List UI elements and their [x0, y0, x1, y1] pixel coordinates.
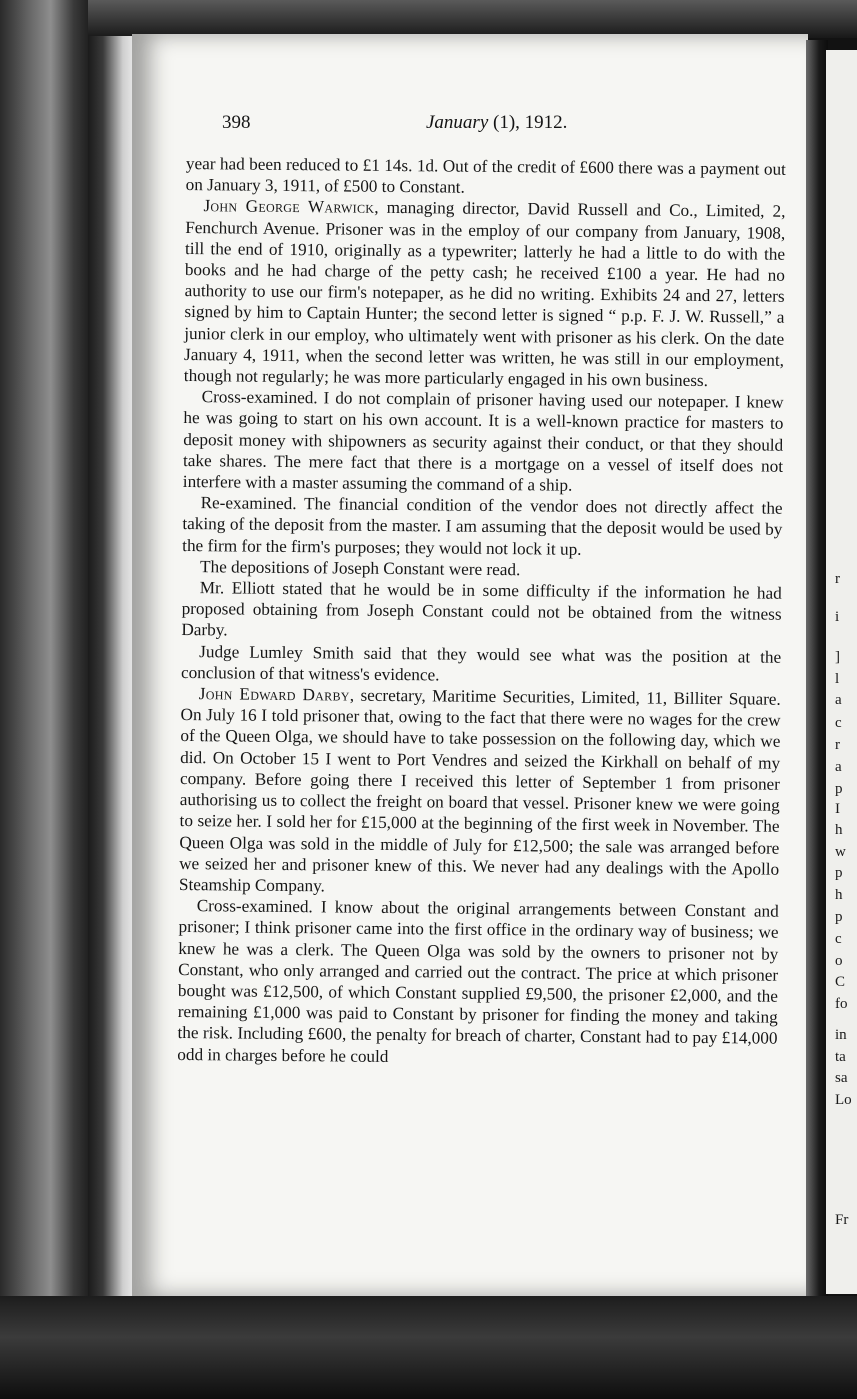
page-number: 398: [222, 112, 251, 133]
next-page-fragment: h: [835, 822, 843, 838]
next-page-fragment: C: [835, 974, 846, 990]
next-page-fragment: fo: [835, 996, 848, 1012]
facing-page-edge: [0, 0, 92, 1399]
next-page-fragment: sa: [835, 1070, 848, 1086]
paragraph-judge: Judge Lumley Smith said that they would see what was the position at the conclusion of that witness's evidence.: [180, 641, 782, 685]
next-page-fragment: c: [835, 931, 842, 947]
next-page-fragment: I: [835, 801, 840, 817]
next-page-fragment: Lo: [835, 1092, 852, 1108]
top-scan-shadow: [88, 0, 857, 38]
next-page-fragment: l: [835, 671, 840, 687]
next-page-edge: [826, 50, 857, 1294]
next-page-fragment: p: [835, 781, 843, 797]
book-binding-gutter: [88, 36, 138, 1298]
next-page-fragment: a: [835, 692, 842, 708]
running-title: [426, 112, 567, 134]
next-page-fragment: o: [835, 953, 843, 969]
paragraph-re-examined: Re-examined. The financial condition of the vendor does not directly affect the taking of the deposit from the master. I am assuming that the deposit would be used by the firm for the firm's purposes; they would not lock it up.: [182, 493, 783, 559]
next-page-fragment: i: [835, 609, 840, 625]
next-page-fragment: ta: [835, 1049, 846, 1065]
paragraph-darby: [179, 683, 781, 901]
paragraph-cross-examined-1: Cross-examined. I do not complain of prisoner having used our notepaper. I knew he was going to start on his own account. It is a well-known practice for masters to deposit money with shipowners as security against their conduct, or that they should take shares. The mere fact that there is a mortgage on a vessel of itself does not interfere with a master assuming the command of a ship.: [182, 387, 784, 495]
running-title-month: January: [426, 112, 489, 133]
witness-name-darby: John Edward Darby: [198, 684, 350, 705]
next-page-fragment: ]: [835, 649, 840, 665]
next-page-fragment: in: [835, 1027, 847, 1043]
body-text: [177, 153, 786, 1070]
paragraph-warwick-text: , managing director, David Russell and Co., Limited, 2, Fenchurch Avenue. Prisoner was in the employ of our company from January, 1908, till the end of 1910, originally as a typewriter; latterly he had a little to do with the books and he had charge of the petty cash; he received £100 a year. He had no authority to use our firm's notepaper, as he did no writing. Exhibits 24 and 27, letters signed by him to Captain Hunter; the second letter is signed “ p.p. F. J. W. Russell,” a junior clerk in our employ, who ultimately went with prisoner as his clerk. On the date January 4, 1911, when the second letter was written, he was still in our employment, though not regularly; he was more particularly engaged in his own business.: [183, 198, 786, 391]
bottom-scan-shadow: [0, 1296, 857, 1399]
next-page-fragment: r: [835, 571, 840, 587]
right-page-gutter: [806, 40, 828, 1298]
paragraph-1: year had been reduced to £1 14s. 1d. Out of the credit of £600 there was a payment out on January 3, 1911, of £500 to Constant.: [185, 153, 786, 197]
paragraph-depositions: The depositions of Joseph Constant were read.: [199, 557, 521, 580]
next-page-fragment: Fr: [835, 1212, 849, 1228]
next-page-fragment: c: [835, 715, 842, 731]
witness-name-warwick: John George Warwick: [203, 196, 375, 218]
next-page-fragment: r: [835, 737, 840, 753]
running-title-date: (1), 1912.: [488, 112, 568, 133]
next-page-fragment: p: [835, 909, 843, 925]
paragraph-darby-text: , secretary, Maritime Securities, Limited, 11, Billiter Square. On July 16 I told prisoner that, owing to the fact that there were no wages for the crew of the Queen Olga, we should have to take possession on the following day, which we did. On October 15 I went to Port Vendres and seized the Kirkhall on behalf of my company. Before going there I received this letter of September 1 from prisoner authorising us to collect the freight on board that vessel. Prisoner knew we were going to seize her. I sold her for £15,000 at the beginning of the first week in November. The Queen Olga was sold in the middle of July for £12,500; the sale was arranged before we seized her and prisoner knew of this. We never had any dealings with the Apollo Steamship Company.: [178, 685, 781, 896]
next-page-fragment: p: [835, 865, 843, 881]
paragraph-warwick: [184, 195, 786, 392]
running-head: [222, 112, 782, 136]
next-page-fragment: a: [835, 759, 842, 775]
paragraph-cross-examined-2: Cross-examined. I know about the original arrangements between Constant and prisoner; I think prisoner came into the first office in the ordinary way of business; we knew he was a clerk. The Queen Olga was sold by the owners to prisoner not by Constant, who only arranged and carried out the contract. The price at which prisoner bought was £12,500, of which Constant supplied £9,500, the prisoner £2,000, and the remaining £1,000 was paid to Constant by prisoner for finding the money and taking the risk. Including £600, the penalty for breach of charter, Constant had to pay £14,000 odd in charges before he could: [177, 896, 779, 1066]
next-page-fragment: w: [835, 844, 846, 860]
next-page-fragment: h: [835, 887, 843, 903]
paragraph-elliott: Mr. Elliott stated that he would be in some difficulty if the information he had proposed obtaining from Joseph Constant could not be obtained from the witness Darby.: [181, 578, 782, 640]
